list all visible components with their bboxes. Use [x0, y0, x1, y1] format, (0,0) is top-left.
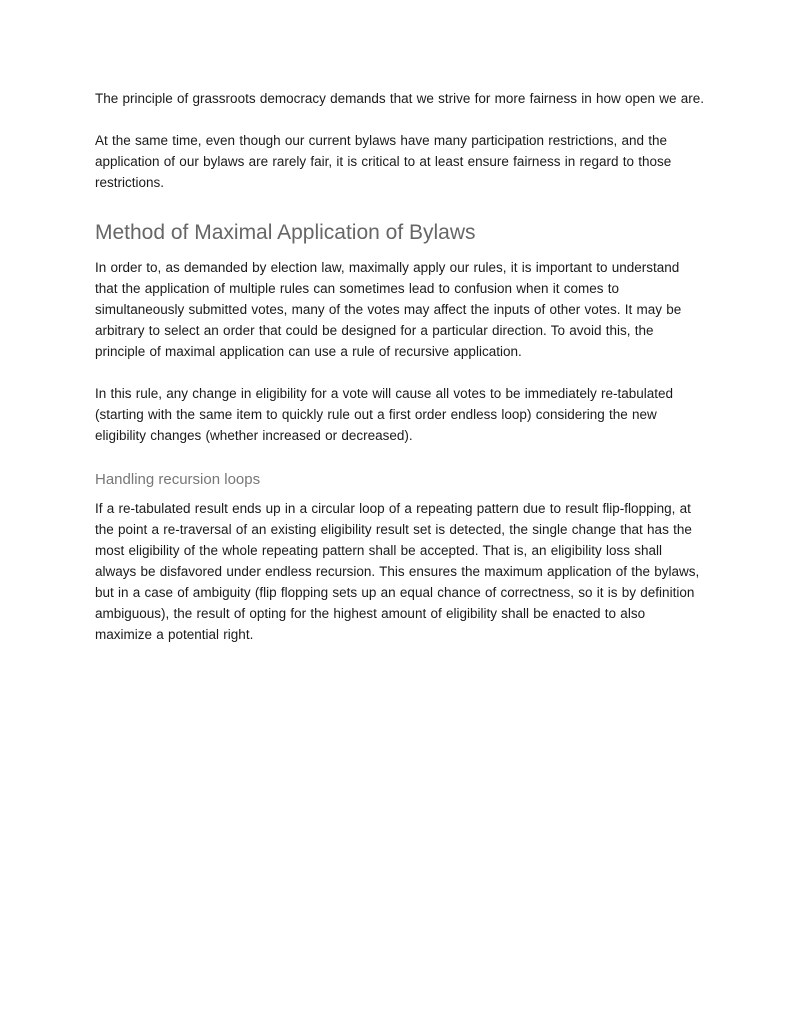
paragraph-recursion-handling: If a re-tabulated result ends up in a circular loop of a repeating pattern due to result flip-flopping, at the point a re-traversal of an existing eligibility result set is detected, the single change that has the most eligibility of the whole repeating pattern shall be accepted. That is, an eligibility loss shall always be disfavored under endless recursion. This ensures the maximum application of the bylaws, but in a case of ambiguity (flip flopping sets up an equal chance of correctness, so it is by definition ambiguous), the result of opting for the highest amount of eligibility shall be enacted to also maximize a potential right. — [95, 501, 700, 642]
paragraph-maximal-application: In order to, as demanded by election law, maximally apply our rules, it is important to understand that the application of multiple rules can sometimes lead to confusion when it comes to simultaneously submitted votes, many of the votes may affect the inputs of other votes. It may be arbitrary to select an order that could be designed for a particular direction. To avoid this, the principle of maximal application can use a rule of recursive application. — [95, 260, 682, 359]
paragraph-current-bylaws: At the same time, even though our current bylaws have many participation restrictions, and the application of our bylaws are rarely fair, it is critical to at least ensure fairness in regard to those restrictions. — [95, 133, 672, 190]
paragraph-eligibility-retabulation: In this rule, any change in eligibility for a vote will cause all votes to be immediately re-tabulated (starting with the same item to quickly rule out a first order endless loop) considering the new eligibility changes (whether increased or decreased). — [95, 386, 674, 443]
section-heading-maximal-application: Method of Maximal Application of Bylaws — [95, 221, 476, 244]
document-body — [95, 88, 705, 645]
paragraph-intro-fairness: The principle of grassroots democracy demands that we strive for more fairness in how open we are. — [95, 91, 705, 106]
sub-heading-recursion-loops: Handling recursion loops — [95, 471, 261, 488]
